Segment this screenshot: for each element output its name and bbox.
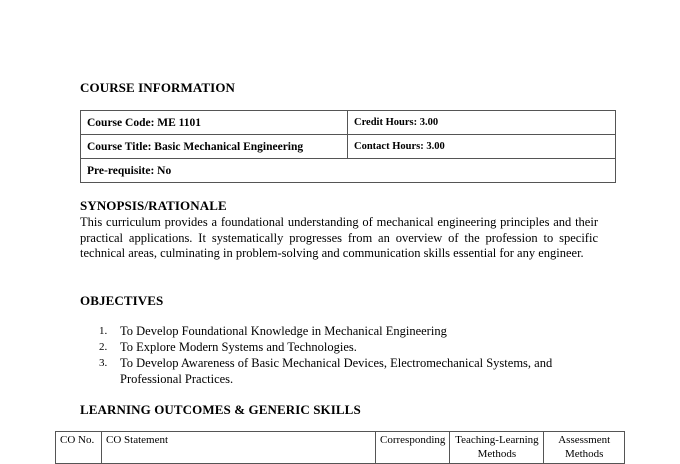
synopsis-heading: SYNOPSIS/RATIONALE bbox=[80, 198, 227, 213]
column-header: Teaching-Learning Methods bbox=[450, 432, 544, 464]
list-number: 2. bbox=[99, 341, 108, 353]
table-row bbox=[81, 159, 616, 183]
course-information-heading: COURSE INFORMATION bbox=[80, 80, 236, 95]
list-text: To Develop Foundational Knowledge in Mechanical Engineering bbox=[120, 324, 447, 338]
table-row bbox=[81, 111, 616, 135]
list-number: 3. bbox=[99, 357, 108, 369]
list-number: 1. bbox=[99, 325, 108, 337]
synopsis-paragraph: This curriculum provides a foundational understanding of mechanical engineering principles and their practical applications. It systematically progresses from an overview of the profession to specific technical areas, culminating in problem-solving and communication skills essential for any engineer. bbox=[80, 215, 598, 261]
column-header: CO No. bbox=[56, 432, 102, 464]
column-header: Corresponding bbox=[376, 432, 450, 464]
column-header: Assessment Methods bbox=[544, 432, 625, 464]
list-text: To Develop Awareness of Basic Mechanical Devices, Electromechanical Systems, and Professional Practices. bbox=[120, 356, 553, 386]
table-row bbox=[81, 135, 616, 159]
learning-outcomes-table bbox=[55, 431, 625, 464]
course-info-table bbox=[80, 110, 616, 183]
course-code-cell: Course Code: ME 1101 bbox=[81, 111, 348, 135]
course-title-cell: Course Title: Basic Mechanical Engineering bbox=[81, 135, 348, 159]
credit-hours-cell: Credit Hours: 3.00 bbox=[348, 111, 616, 135]
prerequisite-cell: Pre-requisite: No bbox=[81, 159, 616, 183]
contact-hours-cell: Contact Hours: 3.00 bbox=[348, 135, 616, 159]
learning-outcomes-heading: LEARNING OUTCOMES & GENERIC SKILLS bbox=[80, 402, 361, 417]
objectives-heading: OBJECTIVES bbox=[80, 293, 164, 308]
list-item bbox=[99, 355, 599, 387]
list-item bbox=[99, 323, 599, 339]
list-text: To Explore Modern Systems and Technologies. bbox=[120, 340, 357, 354]
list-item bbox=[99, 339, 599, 355]
objectives-list bbox=[99, 323, 599, 387]
column-header: CO Statement bbox=[102, 432, 376, 464]
